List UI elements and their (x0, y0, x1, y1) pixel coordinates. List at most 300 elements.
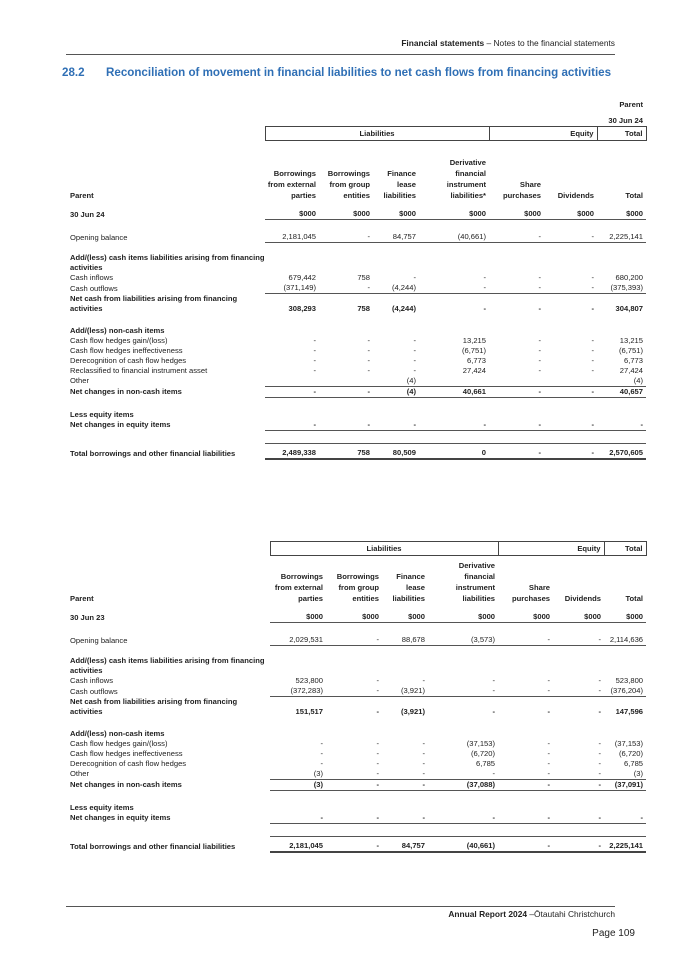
unit-row (70, 608, 646, 623)
table-row (70, 283, 646, 294)
group-total: Total (604, 542, 646, 556)
row-value: 308,293 (288, 303, 316, 313)
row-value: 2,570,605 (597, 443, 646, 459)
row-value: - (498, 635, 553, 646)
row-value: - (553, 686, 604, 697)
row-value: (4) (597, 376, 646, 387)
top-date: 30 Jun 24 (608, 116, 643, 125)
unit-label: $000 (597, 205, 646, 220)
row-value: (372,283) (270, 686, 326, 697)
row-value: - (413, 335, 416, 345)
section-heading: Add/(less) cash items liabilities arising from financing activities (70, 656, 265, 675)
empty-cell (382, 803, 428, 813)
row-value: - (413, 355, 416, 365)
row-value: - (422, 758, 425, 768)
unit-label: $000 (373, 205, 419, 220)
row-value: - (319, 386, 373, 397)
row-value: - (591, 273, 594, 282)
row-value: - (489, 232, 544, 243)
row-value: - (376, 676, 379, 685)
row-value: - (373, 420, 419, 431)
row-label: Cash outflows (70, 283, 118, 293)
empty-cell (373, 410, 419, 420)
row-value: - (428, 686, 498, 697)
row-value: - (265, 386, 319, 397)
table-row (70, 356, 646, 366)
table-row (70, 635, 646, 646)
row-value: - (597, 420, 646, 431)
column-header-row (70, 157, 646, 201)
row-value: 40,657 (597, 386, 646, 397)
spacer (70, 141, 646, 158)
column-header: Share purchases (512, 583, 551, 603)
top-entity: Parent (619, 100, 643, 109)
row-value: 84,757 (373, 232, 419, 243)
row-label: Reclassified to financial instrument asset (70, 365, 208, 375)
header-subsection: – Notes to the financial statements (484, 38, 615, 48)
row-value: 6,773 (623, 355, 643, 365)
noncash-heading-row (70, 729, 646, 739)
row-value: 523,800 (615, 676, 644, 685)
row-value: - (598, 676, 602, 685)
table-row (70, 686, 646, 697)
table-row (70, 779, 646, 790)
row-value: 758 (357, 303, 370, 313)
unit-label: $000 (265, 205, 319, 220)
row-label: Net cash from liabilities arising from financing activities (70, 696, 238, 716)
column-header: Dividends (564, 594, 602, 603)
row-value: - (591, 355, 594, 365)
row-value: - (538, 303, 541, 313)
row-value: - (265, 420, 319, 431)
row-value: - (313, 335, 316, 345)
row-value: 2,181,045 (270, 836, 326, 852)
reconciliation-table-2023 (70, 541, 647, 853)
row-value: - (419, 283, 489, 294)
row-value: - (553, 769, 604, 780)
empty-cell (319, 253, 373, 273)
empty-cell (382, 656, 428, 676)
row-value: (375,393) (597, 283, 646, 294)
row-value: - (538, 273, 541, 282)
table-row (70, 749, 646, 759)
row-value: - (367, 345, 370, 355)
empty-cell (265, 410, 319, 420)
table-row (70, 294, 646, 314)
row-value (544, 376, 597, 387)
row-value: (4) (373, 386, 419, 397)
row-value: (3,921) (382, 686, 428, 697)
row-value: (6,720) (618, 748, 644, 758)
row-value: 27,424 (462, 365, 486, 375)
group-equity: Equity (498, 542, 604, 556)
row-value: - (382, 779, 428, 790)
empty-cell (326, 803, 382, 813)
row-value: - (326, 686, 382, 697)
row-value: - (382, 769, 428, 780)
row-value: 304,807 (615, 303, 643, 313)
row-value: - (489, 420, 544, 431)
row-label: Cash flow hedges ineffectiveness (70, 748, 183, 758)
row-value: (4,244) (373, 283, 419, 294)
column-header: Borrowings from group entities (336, 572, 379, 603)
group-liabilities: Liabilities (270, 542, 498, 556)
row-value: - (376, 758, 379, 768)
empty-cell (597, 410, 646, 420)
equity-heading-row (70, 803, 646, 813)
unit-label: $000 (553, 608, 604, 623)
row-label: Net changes in non-cash items (70, 387, 182, 396)
row-value (265, 376, 319, 387)
footer-place: –Ōtautahi Christchurch (527, 909, 615, 919)
row-value: 523,800 (295, 676, 323, 685)
unit-label: $000 (326, 608, 382, 623)
row-label: Cash inflows (70, 273, 114, 282)
row-label: Net changes in equity items (70, 813, 171, 822)
empty-cell (419, 410, 489, 420)
row-value: - (326, 779, 382, 790)
row-value: - (598, 706, 602, 716)
empty-cell (319, 410, 373, 420)
row-value: - (313, 365, 316, 375)
column-header: Finance lease liabilities (392, 572, 425, 603)
row-value: 13,215 (462, 335, 486, 345)
row-value: - (547, 706, 551, 716)
row-value: - (544, 232, 597, 243)
row-value: - (483, 273, 486, 282)
row-value: - (498, 686, 553, 697)
unit-label: $000 (382, 608, 428, 623)
row-value: - (498, 813, 553, 824)
table-date: 30 Jun 23 (70, 612, 105, 622)
unit-label: $000 (270, 608, 326, 623)
section-heading: Add/(less) non-cash items (70, 325, 165, 335)
group-equity: Equity (489, 127, 597, 141)
row-value: - (598, 748, 602, 758)
header-section: Financial statements (401, 38, 485, 48)
empty-cell (553, 729, 604, 739)
row-value: - (320, 738, 323, 748)
empty-cell (326, 729, 382, 739)
row-value: - (553, 813, 604, 824)
row-value: - (553, 836, 604, 852)
row-value: - (319, 283, 373, 294)
table-row (70, 739, 646, 749)
spacer-row (70, 314, 646, 326)
row-value (319, 376, 373, 387)
row-value: 80,509 (373, 443, 419, 459)
row-value: (3,573) (428, 635, 498, 646)
spacer-row (70, 430, 646, 443)
row-value: 758 (357, 273, 370, 282)
table-entity: Parent (70, 191, 94, 200)
row-value: 88,678 (382, 635, 428, 646)
table-date: 30 Jun 24 (70, 209, 105, 219)
row-value: 679,442 (288, 273, 316, 282)
spacer (70, 646, 646, 657)
row-value: - (376, 706, 379, 716)
row-value: 0 (419, 443, 489, 459)
row-value: - (604, 813, 646, 824)
empty-cell (604, 803, 646, 813)
column-header: Borrowings from external parties (267, 169, 316, 200)
page-number: Page 109 (592, 928, 635, 939)
group-liabilities: Liabilities (265, 127, 489, 141)
row-value: - (498, 769, 553, 780)
empty-cell (604, 656, 646, 676)
row-value: - (367, 335, 370, 345)
row-value (419, 376, 489, 387)
unit-label: $000 (428, 608, 498, 623)
row-value: - (492, 676, 496, 685)
row-value: - (422, 738, 425, 748)
empty-cell (544, 326, 597, 336)
spacer (70, 823, 646, 836)
row-value: 147,596 (615, 706, 644, 716)
section-heading: Less equity items (70, 409, 134, 419)
section-heading: Less equity items (70, 802, 134, 812)
row-value: - (498, 836, 553, 852)
row-value (489, 376, 544, 387)
table-row (70, 420, 646, 431)
row-value: (37,091) (604, 779, 646, 790)
spacer-row (70, 790, 646, 803)
row-value: - (553, 635, 604, 646)
row-value: (4) (373, 376, 419, 387)
row-value: - (489, 443, 544, 459)
row-value: 2,225,141 (604, 836, 646, 852)
table-row (70, 769, 646, 780)
row-value: - (492, 706, 496, 716)
row-value: (6,720) (470, 748, 496, 758)
row-value: 6,785 (624, 758, 644, 768)
row-value: (37,153) (466, 738, 496, 748)
spacer-row (70, 717, 646, 729)
row-value: - (428, 769, 498, 780)
row-value: - (382, 813, 428, 824)
column-header: Dividends (557, 191, 594, 200)
row-value: - (538, 345, 541, 355)
row-label: Net changes in non-cash items (70, 780, 182, 789)
column-header: Total (625, 594, 644, 603)
row-value: - (313, 345, 316, 355)
row-value: (6,751) (618, 345, 643, 355)
spacer (70, 220, 646, 233)
table-row (70, 376, 646, 387)
row-value: - (483, 303, 486, 313)
empty-cell (553, 656, 604, 676)
spacer (70, 623, 646, 636)
row-label: Net cash from liabilities arising from financing activities (70, 293, 238, 313)
footer-report: Annual Report 2024 (448, 909, 528, 919)
row-value: - (591, 335, 594, 345)
table-row (70, 813, 646, 824)
row-value: (6,751) (461, 345, 486, 355)
empty-cell (498, 656, 553, 676)
row-value: - (413, 365, 416, 375)
empty-cell (419, 253, 489, 273)
empty-cell (428, 803, 498, 813)
spacer-row (70, 141, 646, 158)
row-value: 84,757 (382, 836, 428, 852)
spacer (70, 790, 646, 803)
cash-heading-row (70, 253, 646, 273)
spacer (70, 717, 646, 729)
row-value: (376,204) (604, 686, 646, 697)
empty-cell (498, 803, 553, 813)
row-value: - (591, 303, 594, 313)
row-value: - (547, 738, 551, 748)
row-value: - (376, 748, 379, 758)
row-value: - (538, 335, 541, 345)
empty-cell (604, 729, 646, 739)
empty-cell (373, 253, 419, 273)
row-value: - (598, 738, 602, 748)
spacer-row (70, 646, 646, 657)
reconciliation-table-2024 (70, 94, 647, 460)
empty-cell (326, 656, 382, 676)
row-label: Opening balance (70, 635, 128, 645)
empty-cell (382, 729, 428, 739)
row-value: - (367, 365, 370, 375)
section-heading: Add/(less) non-cash items (70, 728, 165, 738)
spacer-row (70, 220, 646, 233)
row-value: 2,225,141 (597, 232, 646, 243)
unit-label: $000 (604, 608, 646, 623)
row-value: - (591, 365, 594, 375)
unit-label: $000 (489, 205, 544, 220)
empty-cell (544, 253, 597, 273)
row-value: - (422, 676, 425, 685)
empty-cell (597, 253, 646, 273)
row-value: (40,661) (428, 836, 498, 852)
empty-cell (265, 253, 319, 273)
empty-cell (498, 729, 553, 739)
row-label: Other (70, 769, 89, 778)
row-value: - (598, 758, 602, 768)
unit-label: $000 (419, 205, 489, 220)
table-entity: Parent (70, 594, 94, 603)
spacer-row (70, 623, 646, 636)
row-value: 13,215 (619, 335, 643, 345)
row-value: - (544, 420, 597, 431)
row-value: - (319, 232, 373, 243)
row-value: 2,181,045 (265, 232, 319, 243)
row-value: - (428, 813, 498, 824)
row-value: (3) (270, 769, 326, 780)
row-value: - (538, 365, 541, 375)
empty-cell (373, 326, 419, 336)
spacer (70, 430, 646, 443)
empty-cell (419, 326, 489, 336)
unit-row (70, 205, 646, 220)
row-value: - (319, 420, 373, 431)
equity-heading-row (70, 410, 646, 420)
spacer-row (70, 243, 646, 254)
spacer (70, 314, 646, 326)
spacer-row (70, 397, 646, 410)
row-value: - (376, 738, 379, 748)
row-value: - (326, 836, 382, 852)
column-header: Borrowings from group entities (327, 169, 370, 200)
row-value: 6,773 (466, 355, 486, 365)
row-value: - (270, 813, 326, 824)
row-value: - (326, 769, 382, 780)
unit-label: $000 (498, 608, 553, 623)
row-label: Derecognition of cash flow hedges (70, 758, 187, 768)
row-value: (3) (604, 769, 646, 780)
row-value: - (544, 386, 597, 397)
column-header: Finance lease liabilities (383, 169, 416, 200)
row-value: - (326, 635, 382, 646)
unit-label: $000 (544, 205, 597, 220)
row-value: - (547, 758, 551, 768)
row-value: 2,489,338 (265, 443, 319, 459)
empty-cell (489, 253, 544, 273)
row-value: - (498, 779, 553, 790)
row-value: (40,661) (419, 232, 489, 243)
empty-cell (597, 326, 646, 336)
empty-cell (270, 656, 326, 676)
empty-cell (265, 326, 319, 336)
table-row (70, 676, 646, 686)
section-heading: Add/(less) cash items liabilities arising from financing activities (70, 253, 265, 272)
row-value: 2,114,636 (604, 635, 646, 646)
table-row (70, 759, 646, 769)
empty-cell (428, 729, 498, 739)
empty-cell (489, 326, 544, 336)
empty-cell (553, 803, 604, 813)
table-row (70, 232, 646, 243)
column-header: Derivative financial instrument liabilities (455, 561, 496, 603)
row-label: Cash flow hedges ineffectiveness (70, 345, 183, 355)
row-value: (3) (270, 779, 326, 790)
table-row (70, 386, 646, 397)
row-value: - (413, 345, 416, 355)
note-title (62, 66, 611, 79)
row-value: 2,029,531 (270, 635, 326, 646)
row-value: (3,921) (400, 706, 425, 716)
row-value: - (489, 283, 544, 294)
row-value: (37,153) (614, 738, 644, 748)
row-label: Cash flow hedges gain/(loss) (70, 738, 168, 748)
page-footer (66, 906, 615, 919)
unit-label: $000 (319, 205, 373, 220)
row-value: - (544, 283, 597, 294)
spacer (70, 243, 646, 254)
group-total: Total (597, 127, 646, 141)
row-value: (37,088) (428, 779, 498, 790)
row-value: - (413, 273, 416, 282)
row-value: (371,149) (265, 283, 319, 294)
table-row (70, 273, 646, 283)
row-label: Derecognition of cash flow hedges (70, 355, 187, 365)
table-row (70, 697, 646, 717)
spacer-row (70, 823, 646, 836)
row-value: 151,517 (295, 706, 323, 716)
row-value: 27,424 (619, 365, 643, 375)
cash-heading-row (70, 656, 646, 676)
page-header (66, 38, 615, 55)
row-label: Other (70, 376, 89, 385)
spacer (70, 397, 646, 410)
row-value: 680,200 (615, 273, 643, 282)
empty-cell (428, 656, 498, 676)
empty-cell (270, 729, 326, 739)
table-row (70, 366, 646, 376)
column-header: Borrowings from external parties (274, 572, 323, 603)
row-value: (4,244) (391, 303, 416, 313)
